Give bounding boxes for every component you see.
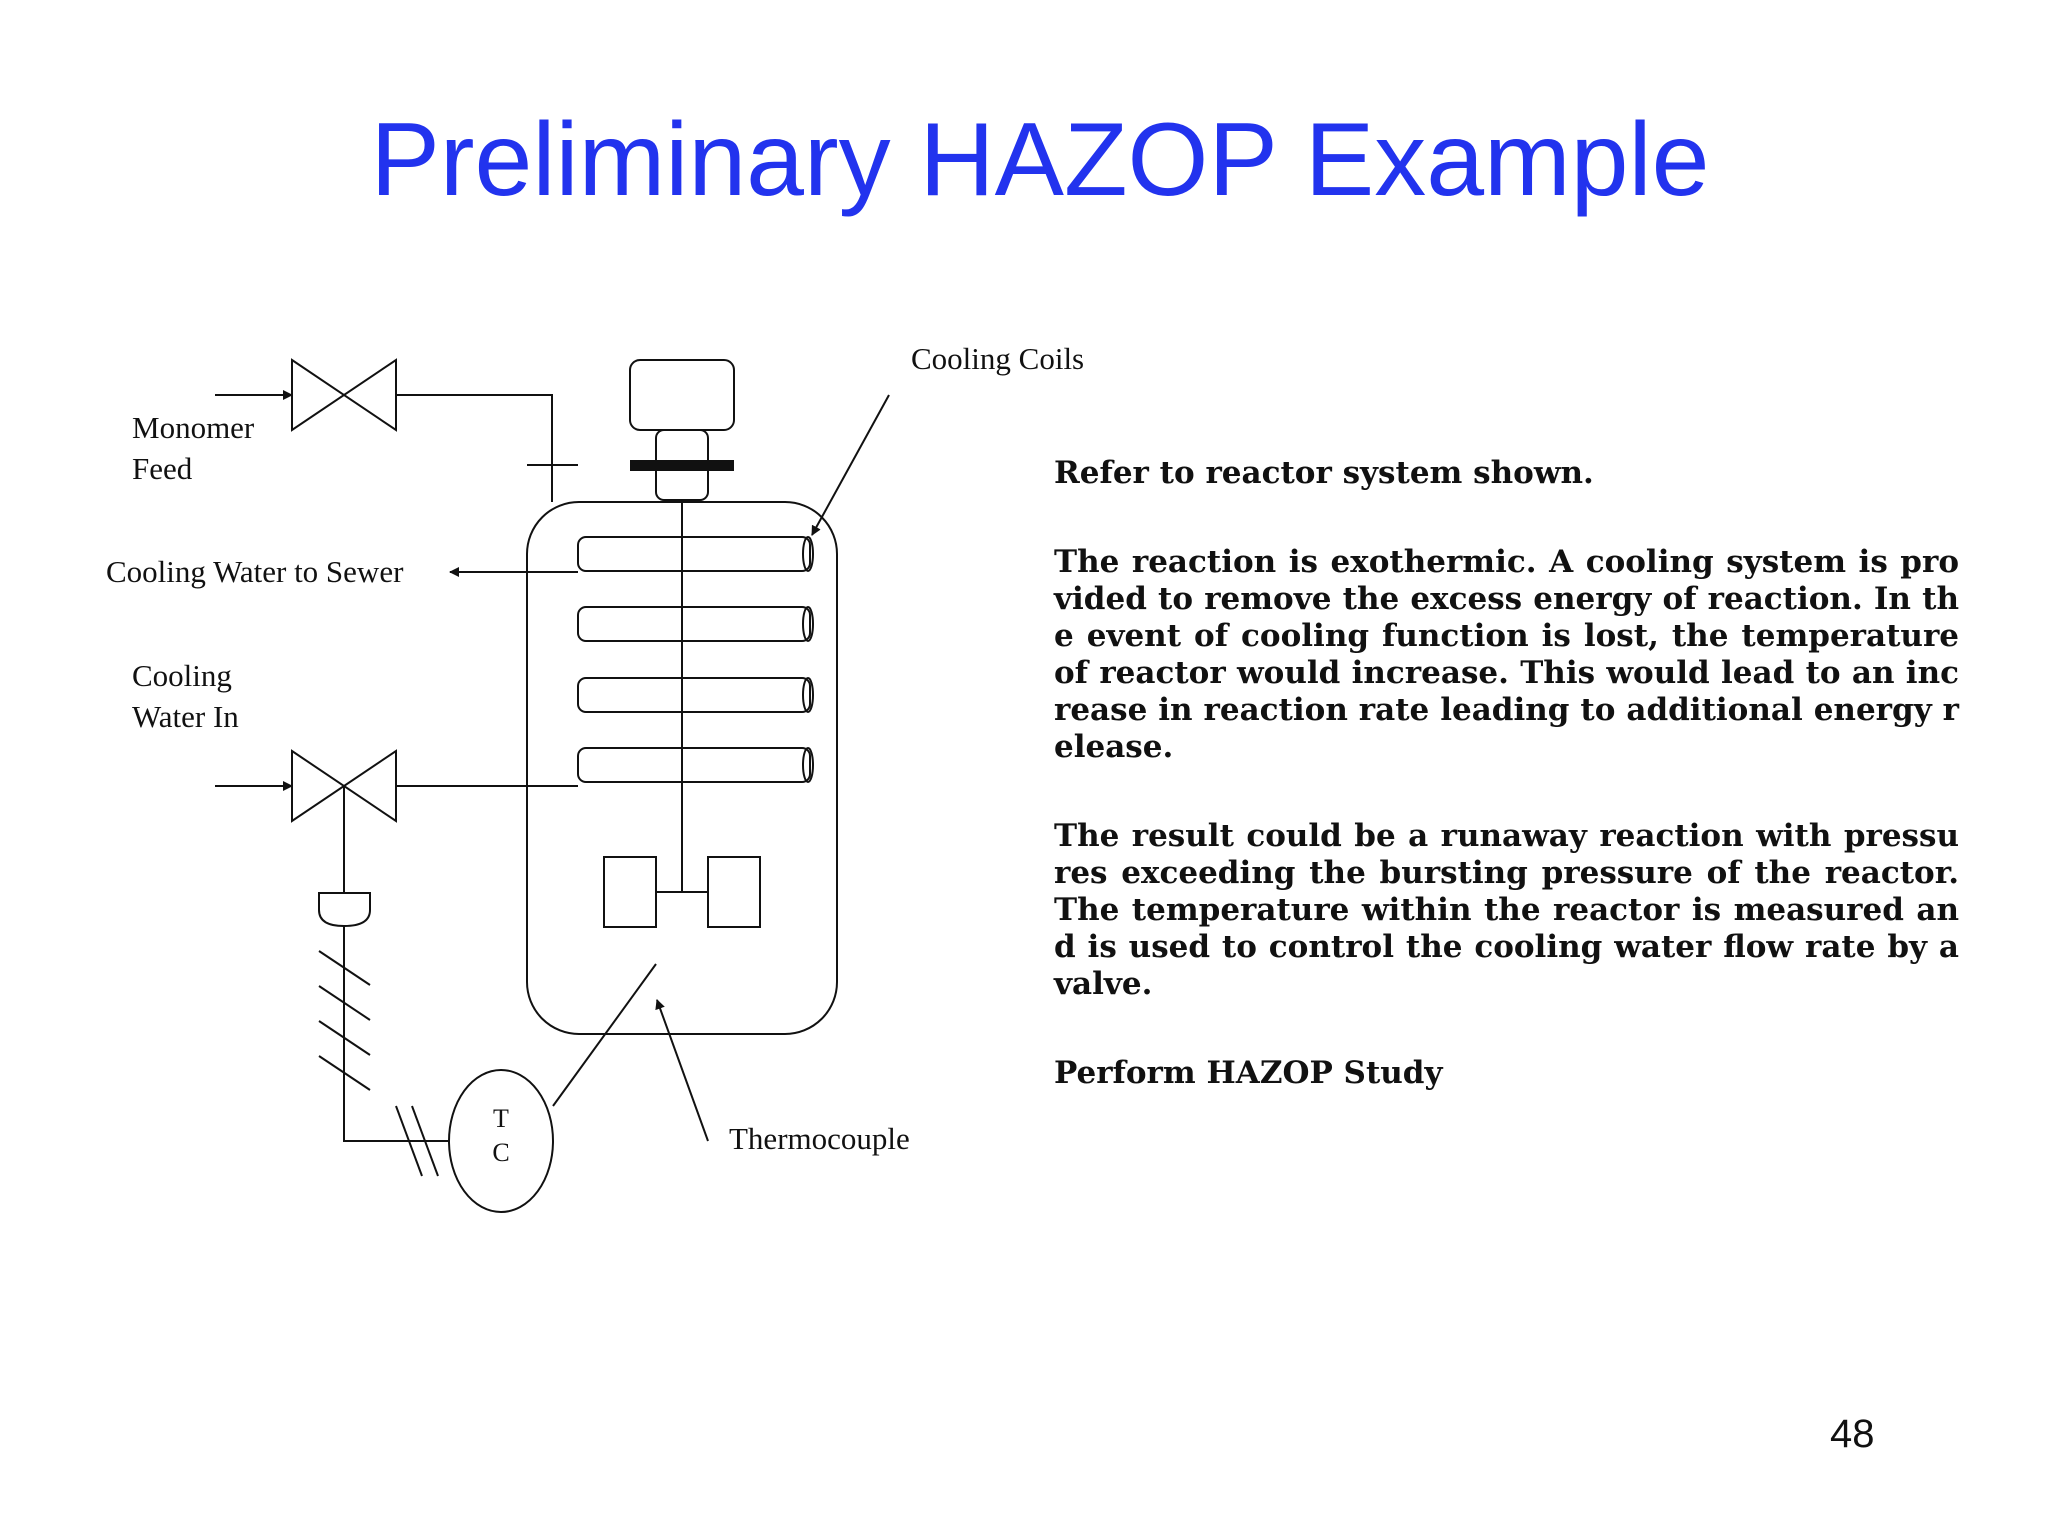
cooling-coils-pointer xyxy=(812,395,889,535)
slide-title: Preliminary HAZOP Example xyxy=(370,102,1710,218)
cooling-coils xyxy=(578,537,813,782)
page-number: 48 xyxy=(1830,1412,1875,1456)
valve-actuator xyxy=(319,893,370,926)
tc-label-line2: C xyxy=(492,1138,510,1167)
cooling-coils-label: Cooling Coils xyxy=(911,341,1085,376)
problem-description xyxy=(1054,455,1959,1144)
cooling-water-in-label-line1: Cooling xyxy=(132,658,232,693)
cooling-water-in-label-line2: Water In xyxy=(132,699,239,734)
description-paragraph-1: Refer to reactor system shown. xyxy=(1054,455,1594,491)
monomer-feed-label-line1: Monomer xyxy=(132,410,255,445)
cooling-water-to-sewer-label: Cooling Water to Sewer xyxy=(106,554,404,589)
motor xyxy=(630,360,734,430)
description-paragraph-3: The result could be a runaway reaction with pressures exceeding the bursting pressure of the reactor. The temperature within the reactor is measured and is used to control the cooling water flow rate by a valve. xyxy=(1054,818,1959,1002)
monomer-feed-valve xyxy=(292,360,396,430)
signal-hash-marks xyxy=(319,951,438,1176)
monomer-feed-label-line2: Feed xyxy=(132,451,193,486)
thermocouple-label: Thermocouple xyxy=(729,1121,910,1156)
description-paragraph-2: The reaction is exothermic. A cooling system is provided to remove the excess energy of reaction. In the event of cooling function is lost, the temperature of reactor would increase. This would lead to an increase in reaction rate leading to additional energy release. xyxy=(1054,544,1959,765)
monomer-feed-line xyxy=(396,395,552,502)
description-paragraph-4: Perform HAZOP Study xyxy=(1054,1055,1443,1091)
thermocouple-pointer xyxy=(657,1000,708,1141)
tc-label-line1: T xyxy=(493,1104,509,1133)
motor-mount-plate xyxy=(630,460,734,471)
